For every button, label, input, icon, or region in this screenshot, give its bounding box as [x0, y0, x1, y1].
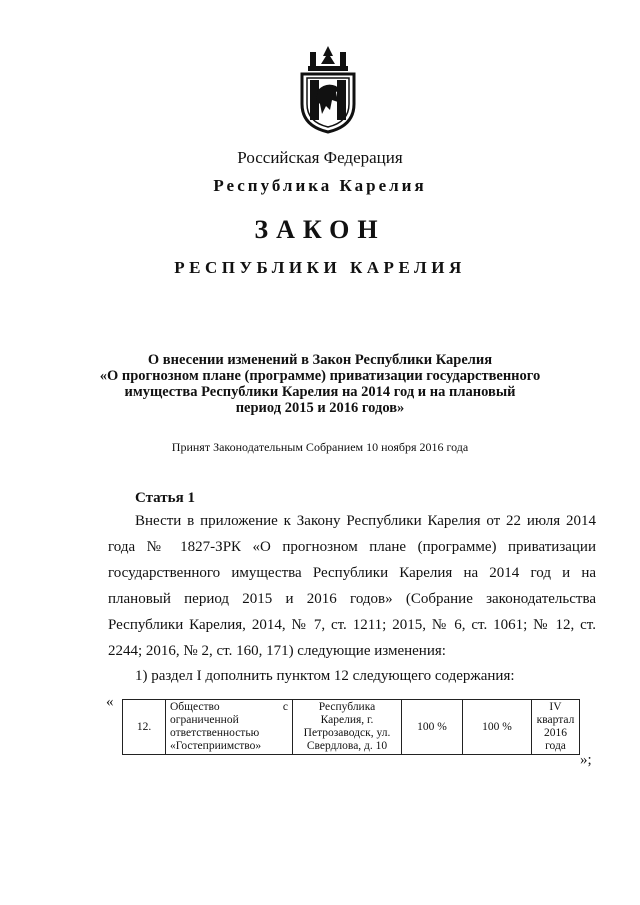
republic-line: Республика Карелия: [213, 176, 427, 195]
table-row: [123, 700, 580, 755]
quote-open-mark: «: [106, 694, 114, 710]
table-cell-term: IV квартал 2016 года: [532, 700, 580, 755]
law-title-line: О внесении изменений в Закон Республики Карелия: [147, 352, 493, 368]
federation-line: Российская Федерация: [237, 148, 403, 167]
document-type: ЗАКОН: [254, 215, 386, 244]
table-cell-name: Общество с ограниченной ответственностью «Гостеприимство»: [166, 700, 293, 755]
amendment-table: [122, 699, 580, 755]
article-paragraph: Внести в приложение к Закону Республики Карелия от 22 июля 2014 года № 1827-ЗРК «О прогнозном плане (программе) приватизации государственного имущества Республики Карелия на 2014 год и на плановый период 2015 и 2016 годов» (Собрание законодательства Республики Карелия, 2014, № 7, ст. 1211; 2015, № 6, ст. 1061; № 12, ст. 2244; 2016, № 2, ст. 160, 171) следующие изменения:: [108, 513, 596, 659]
article-paragraph: 1) раздел I дополнить пунктом 12 следующего содержания:: [135, 668, 515, 684]
table-cell-percent: 100 %: [463, 700, 532, 755]
quote-close-mark: »;: [580, 752, 592, 768]
coat-of-arms-icon: [296, 44, 360, 134]
law-title-line: «О прогнозном плане (программе) приватизации государственного: [99, 368, 541, 384]
table-cell-address: Республика Карелия, г. Петрозаводск, ул. Свердлова, д. 10: [293, 700, 402, 755]
table-cell-percent: 100 %: [402, 700, 463, 755]
law-title: [0, 352, 640, 416]
law-title-line: период 2015 и 2016 годов»: [235, 400, 405, 416]
table-cell-number: 12.: [123, 700, 166, 755]
adoption-note: Принят Законодательным Собранием 10 ноября 2016 года: [171, 440, 469, 454]
law-title-line: имущества Республики Карелия на 2014 год и на плановый: [124, 384, 516, 400]
article-heading: Статья 1: [135, 490, 195, 506]
document-type-sub: РЕСПУБЛИКИ КАРЕЛИЯ: [174, 258, 466, 277]
